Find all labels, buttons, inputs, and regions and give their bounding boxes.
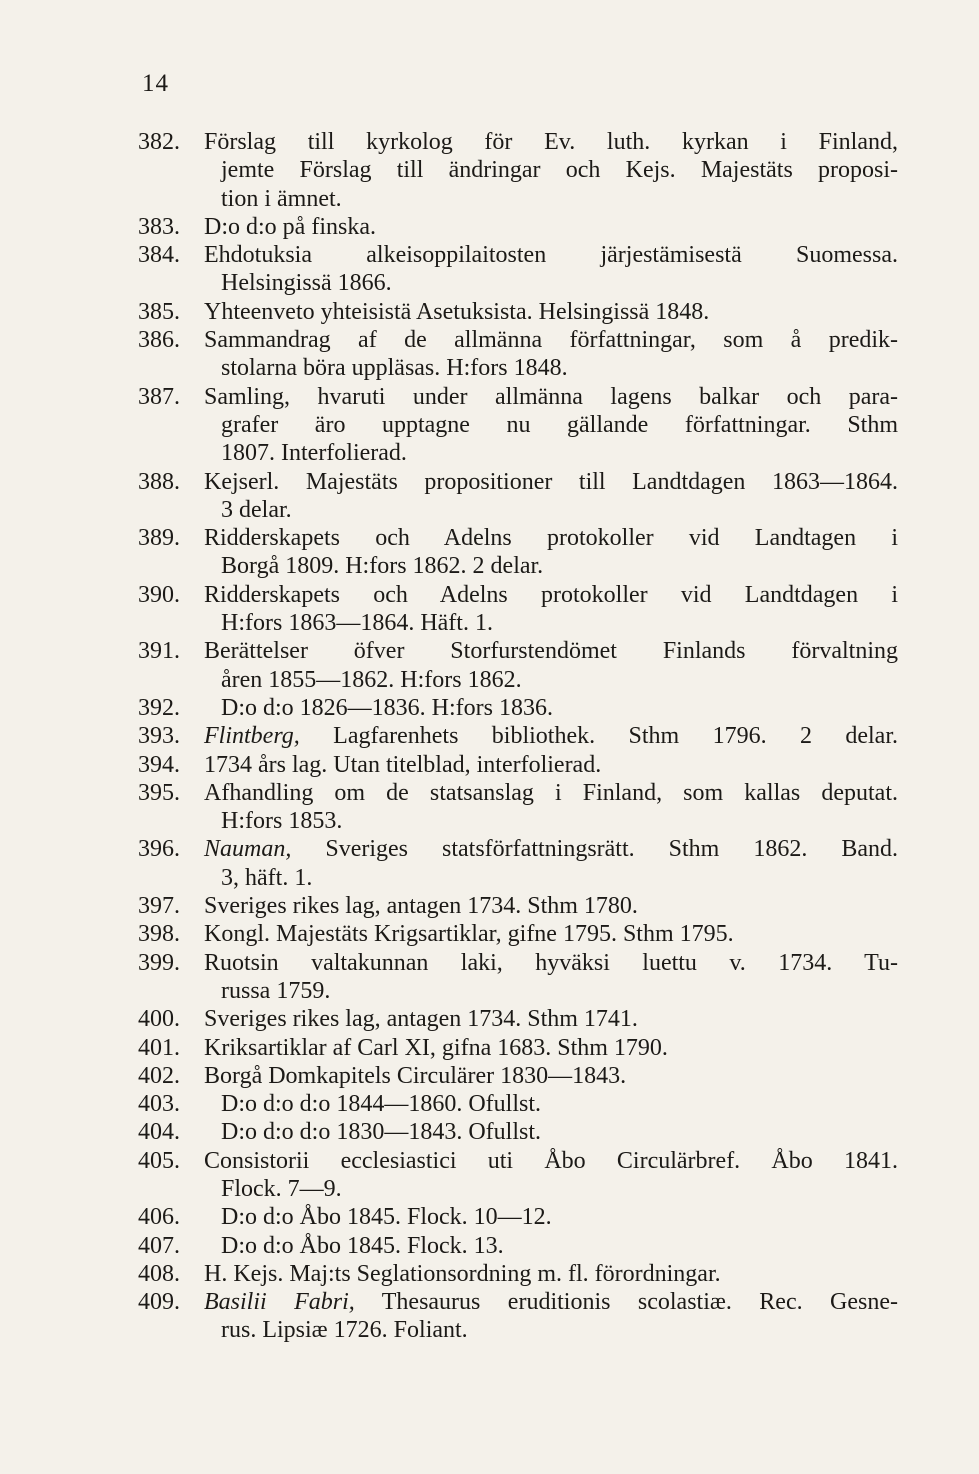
catalog-entry [138, 751, 898, 779]
catalog-entry [138, 383, 898, 468]
entry-line: tion i ämnet. [221, 185, 342, 212]
catalog-entry [138, 213, 898, 241]
entry-line-text: Thesaurus eruditionis scolastiæ. Rec. Gesne- [381, 1289, 898, 1316]
catalog-entry [138, 1005, 898, 1033]
entry-line: H:fors 1853. [221, 808, 343, 835]
entry-text [204, 1288, 898, 1345]
entry-line: Kriksartiklar af Carl XI, gifna 1683. Sthm 1790. [204, 1034, 668, 1061]
entry-text [204, 779, 898, 836]
entry-text [204, 1260, 898, 1288]
entry-line: 3, häft. 1. [221, 864, 313, 891]
entry-number: 406. [138, 1204, 180, 1231]
entry-text [204, 1005, 898, 1033]
entry-line: D:o d:o d:o 1830—1843. Ofullst. [221, 1119, 542, 1146]
catalog-entry [138, 1288, 898, 1345]
entry-line: Helsingissä 1866. [221, 270, 392, 297]
catalog-entry [138, 298, 898, 326]
entry-line: Ridderskapets och Adelns protokoller vid Landtdagen i [204, 581, 898, 608]
catalog-entry [138, 1062, 898, 1090]
entry-text [204, 1203, 898, 1231]
entry-number: 383. [138, 213, 180, 240]
entry-line: Ehdotuksia alkeisoppilaitosten järjestämisestä Suomessa. [204, 242, 898, 269]
entry-text [204, 1118, 898, 1146]
entry-line: Berättelser öfver Storfurstendömet Finlands förvaltning [204, 638, 898, 665]
entry-line: jemte Förslag till ändringar och Kejs. Majestäts proposi- [221, 157, 898, 184]
entry-text [204, 637, 898, 694]
entry-number: 401. [138, 1034, 180, 1061]
catalog-entry [138, 128, 898, 213]
catalog-entry [138, 1232, 898, 1260]
catalog-entry [138, 835, 898, 892]
catalog-entry [138, 241, 898, 298]
catalog-entry [138, 892, 898, 920]
entry-text [204, 920, 898, 948]
author-name: Flintberg, [204, 723, 300, 750]
entry-number: 397. [138, 893, 180, 920]
catalog-entry [138, 1203, 898, 1231]
entry-text [204, 241, 898, 298]
catalog-entry [138, 581, 898, 638]
entry-list [138, 128, 898, 1345]
entry-text [204, 1090, 898, 1118]
entry-line: D:o d:o d:o 1844—1860. Ofullst. [221, 1091, 542, 1118]
entry-text [204, 949, 898, 1006]
page-number: 14 [142, 70, 169, 97]
entry-text [204, 892, 898, 920]
entry-line: D:o d:o Åbo 1845. Flock. 13. [221, 1232, 504, 1259]
entry-line: D:o d:o Åbo 1845. Flock. 10—12. [221, 1204, 552, 1231]
entry-line-text: Sveriges statsförfattningsrätt. Sthm 1862. Band. [325, 836, 899, 863]
entry-line [204, 1288, 898, 1316]
entry-line [204, 722, 898, 750]
entry-number: 386. [138, 327, 180, 354]
catalog-entry [138, 1118, 898, 1146]
entry-number: 390. [138, 581, 180, 608]
entry-line [204, 835, 898, 863]
entry-line: 1734 års lag. Utan titelblad, interfolierad. [204, 751, 602, 778]
entry-line: Sveriges rikes lag, antagen 1734. Sthm 1780. [204, 893, 638, 920]
entry-line: åren 1855—1862. H:fors 1862. [221, 666, 522, 693]
entry-line: Kejserl. Majestäts propositioner till Landtdagen 1863—1864. [204, 468, 898, 495]
entry-line: Sveriges rikes lag, antagen 1734. Sthm 1741. [204, 1006, 638, 1033]
entry-number: 399. [138, 949, 180, 976]
entry-number: 398. [138, 921, 180, 948]
entry-line: Ridderskapets och Adelns protokoller vid Landtagen i [204, 525, 898, 552]
author-name: Nauman, [204, 836, 292, 863]
entry-line: Yhteenveto yhteisistä Asetuksista. Helsingissä 1848. [204, 298, 710, 325]
entry-text [204, 1034, 898, 1062]
entry-line: Samling, hvaruti under allmänna lagens balkar och para- [204, 383, 898, 410]
entry-number: 392. [138, 694, 180, 721]
entry-line: Borgå Domkapitels Circulärer 1830—1843. [204, 1062, 627, 1089]
entry-number: 403. [138, 1091, 180, 1118]
entry-line: H:fors 1863—1864. Häft. 1. [221, 610, 493, 637]
entry-number: 407. [138, 1232, 180, 1259]
entry-line: Afhandling om de statsanslag i Finland, som kallas deputat. [204, 779, 898, 806]
entry-number: 382. [138, 129, 180, 155]
entry-line: russa 1759. [221, 977, 331, 1004]
entry-number: 384. [138, 242, 180, 269]
catalog-entry [138, 1034, 898, 1062]
catalog-entry [138, 920, 898, 948]
entry-line-text: Lagfarenhets bibliothek. Sthm 1796. 2 delar. [333, 723, 898, 750]
catalog-entry [138, 694, 898, 722]
entry-number: 404. [138, 1119, 180, 1146]
entry-text [204, 128, 898, 213]
entry-text [204, 1147, 898, 1204]
entry-text [204, 694, 898, 722]
entry-line: 1807. Interfolierad. [221, 440, 407, 467]
entry-number: 385. [138, 298, 180, 325]
entry-line: rus. Lipsiæ 1726. Foliant. [221, 1317, 468, 1344]
entry-line: Förslag till kyrkolog för Ev. luth. kyrkan i Finland, [204, 129, 898, 155]
entry-number: 394. [138, 751, 180, 778]
entry-number: 405. [138, 1147, 180, 1174]
entry-number: 391. [138, 638, 180, 665]
entry-text [204, 524, 898, 581]
catalog-entry [138, 637, 898, 694]
entry-line: Borgå 1809. H:fors 1862. 2 delar. [221, 553, 544, 580]
entry-number: 408. [138, 1260, 180, 1287]
entry-text [204, 835, 898, 892]
catalog-entry [138, 468, 898, 525]
catalog-entry [138, 1090, 898, 1118]
catalog-entry [138, 1260, 898, 1288]
entry-number: 388. [138, 468, 180, 495]
catalog-entry [138, 524, 898, 581]
catalog-entry [138, 326, 898, 383]
entry-number: 393. [138, 723, 180, 750]
entry-line: 3 delar. [221, 496, 292, 523]
entry-line: stolarna böra uppläsas. H:fors 1848. [221, 355, 568, 382]
entry-line: D:o d:o 1826—1836. H:fors 1836. [221, 694, 553, 721]
entry-number: 389. [138, 525, 180, 552]
entry-text [204, 298, 898, 326]
catalog-entry [138, 779, 898, 836]
entry-line: grafer äro upptagne nu gällande författningar. Sthm [221, 411, 898, 438]
entry-text [204, 1062, 898, 1090]
catalog-entry [138, 1147, 898, 1204]
entry-text [204, 722, 898, 750]
catalog-entry [138, 722, 898, 750]
entry-line: Flock. 7—9. [221, 1175, 342, 1202]
entry-text [204, 326, 898, 383]
entry-line: D:o d:o på finska. [204, 213, 376, 240]
entry-number: 409. [138, 1289, 180, 1316]
entry-line: Ruotsin valtakunnan laki, hyväksi luettu v. 1734. Tu- [204, 949, 898, 976]
entry-text [204, 581, 898, 638]
author-name: Basilii Fabri, [204, 1289, 355, 1316]
entry-text [204, 1232, 898, 1260]
entry-number: 402. [138, 1062, 180, 1089]
entry-text [204, 383, 898, 468]
entry-number: 387. [138, 383, 180, 410]
entry-number: 400. [138, 1006, 180, 1033]
entry-text [204, 751, 898, 779]
catalog-entry [138, 949, 898, 1006]
entry-text [204, 213, 898, 241]
entry-line: Kongl. Majestäts Krigsartiklar, gifne 1795. Sthm 1795. [204, 921, 734, 948]
entry-line: Sammandrag af de allmänna författningar, som å predik- [204, 327, 898, 354]
entry-line: H. Kejs. Maj:ts Seglationsordning m. fl. förordningar. [204, 1260, 721, 1287]
entry-number: 395. [138, 779, 180, 806]
entry-line: Consistorii ecclesiastici uti Åbo Circulärbref. Åbo 1841. [204, 1147, 898, 1174]
entry-number: 396. [138, 836, 180, 863]
entry-text [204, 468, 898, 525]
